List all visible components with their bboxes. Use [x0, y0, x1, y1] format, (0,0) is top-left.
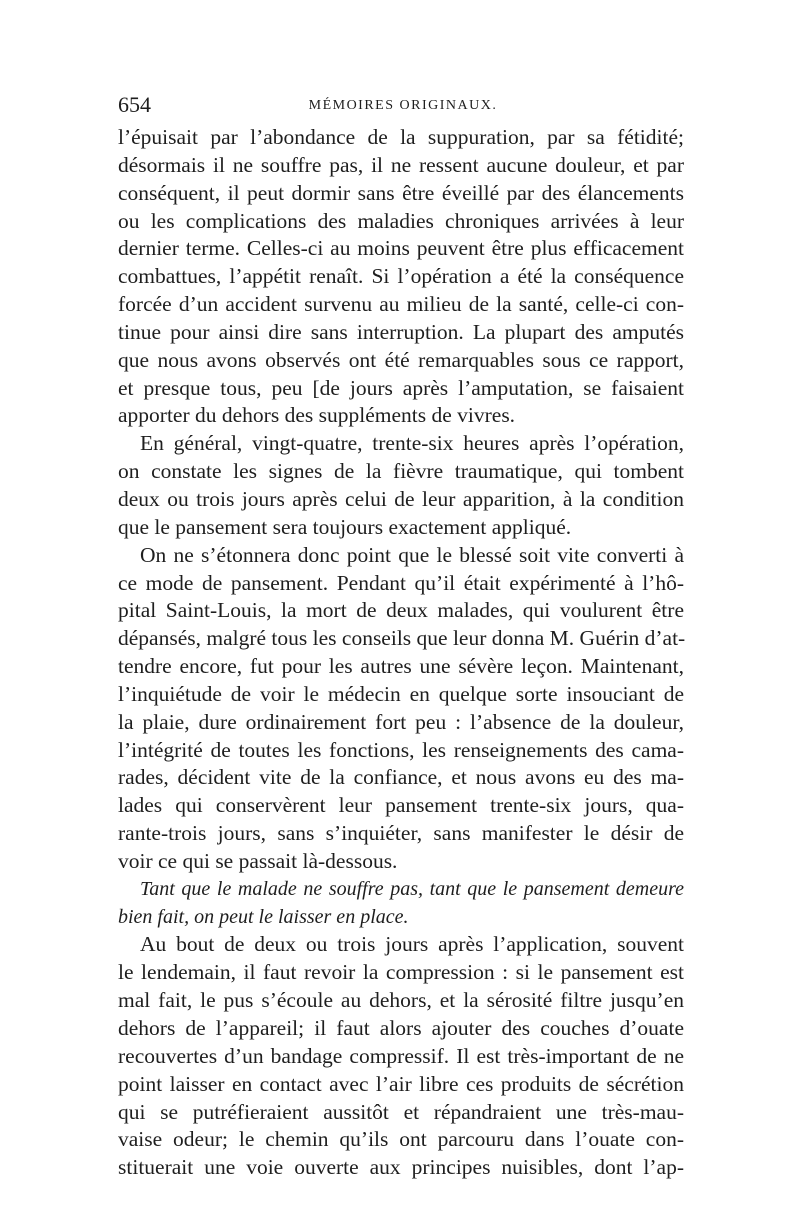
text-line: l’inquiétude de voir le médecin en quelque sorte insouciant de [118, 681, 684, 706]
text-line: le lendemain, il faut revoir la compression : si le pansement est [118, 960, 684, 985]
text-line: et presque tous, peu [de jours après l’amputation, se faisaient [118, 375, 684, 400]
italic-text-line: Tant que le malade ne souffre pas, tant que le pansement demeure [140, 877, 684, 900]
page-number: 654 [118, 92, 151, 117]
text-line: dehors de l’appareil; il faut alors ajouter des couches d’ouate [118, 1016, 684, 1040]
text-line: rades, décident vite de la confiance, et nous avons eu des ma- [118, 765, 684, 790]
text-line: la plaie, dure ordinairement fort peu : l’absence de la douleur, [118, 709, 684, 734]
text-line: l’intégrité de toutes les fonctions, les renseignements des cama- [118, 737, 684, 762]
running-title: MÉMOIRES ORIGINAUX. [308, 98, 498, 113]
text-line: tinue pour ainsi dire sans interruption. La plupart des amputés [118, 319, 684, 344]
text-line: voir ce qui se passait là-dessous. [118, 848, 398, 873]
text-line: rante-trois jours, sans s’inquiéter, sans manifester le désir de [118, 821, 684, 846]
text-line: apporter du dehors des suppléments de vivres. [118, 403, 516, 428]
text-line: tendre encore, fut pour les autres une sévère leçon. Maintenant, [118, 654, 684, 679]
text-line: pital Saint-Louis, la mort de deux malades, qui voulurent être [118, 598, 684, 623]
text-line: dépansés, malgré tous les conseils que leur donna M. Guérin d’at- [118, 626, 686, 651]
text-line: que nous avons observés ont été remarquables sous ce rapport, [118, 347, 684, 372]
italic-text-line: bien fait, on peut le laisser en place. [118, 905, 409, 928]
text-line: désormais il ne souffre pas, il ne ressent aucune douleur, et par [118, 152, 684, 177]
text-line: recouvertes d’un bandage compressif. Il est très-important de ne [118, 1043, 684, 1068]
text-line: vaise odeur; le chemin qu’ils ont parcouru dans l’ouate con- [118, 1127, 684, 1152]
text-line: En général, vingt-quatre, trente-six heures après l’opération, [140, 431, 684, 456]
text-line: on constate les signes de la fièvre traumatique, qui tombent [118, 459, 684, 484]
text-line: stituerait une voie ouverte aux principes nuisibles, dont l’ap- [118, 1155, 684, 1180]
text-line: que le pansement sera toujours exactement appliqué. [118, 514, 572, 539]
text-line: deux ou trois jours après celui de leur apparition, à la condition [118, 486, 684, 511]
text-line: point laisser en contact avec l’air libre ces produits de sécrétion [118, 1071, 684, 1096]
text-line: ce mode de pansement. Pendant qu’il était expérimenté à l’hô- [118, 570, 684, 595]
text-line: conséquent, il peut dormir sans être éveillé par des élancements [118, 180, 684, 205]
text-line: mal fait, le pus s’écoule au dehors, et la sérosité filtre jusqu’en [118, 988, 684, 1013]
text-line: On ne s’étonnera donc point que le blessé soit vite converti à [140, 542, 684, 567]
text-line: dernier terme. Celles-ci au moins peuvent être plus efficacement [118, 236, 684, 261]
text-line: l’épuisait par l’abondance de la suppuration, par sa fétidité; [118, 125, 684, 149]
text-line: combattues, l’appétit renaît. Si l’opération a été la conséquence [118, 264, 684, 289]
text-line: lades qui conservèrent leur pansement trente-six jours, qua- [118, 793, 684, 818]
text-line: qui se putréfieraient aussitôt et répandraient une très-mau- [118, 1099, 684, 1124]
text-line: ou les complications des maladies chroniques arrivées à leur [118, 208, 684, 233]
body-text [118, 124, 684, 1182]
text-line: forcée d’un accident survenu au milieu de la santé, celle-ci con- [118, 292, 684, 317]
running-head [118, 90, 688, 120]
text-line: Au bout de deux ou trois jours après l’application, souvent [140, 932, 684, 957]
